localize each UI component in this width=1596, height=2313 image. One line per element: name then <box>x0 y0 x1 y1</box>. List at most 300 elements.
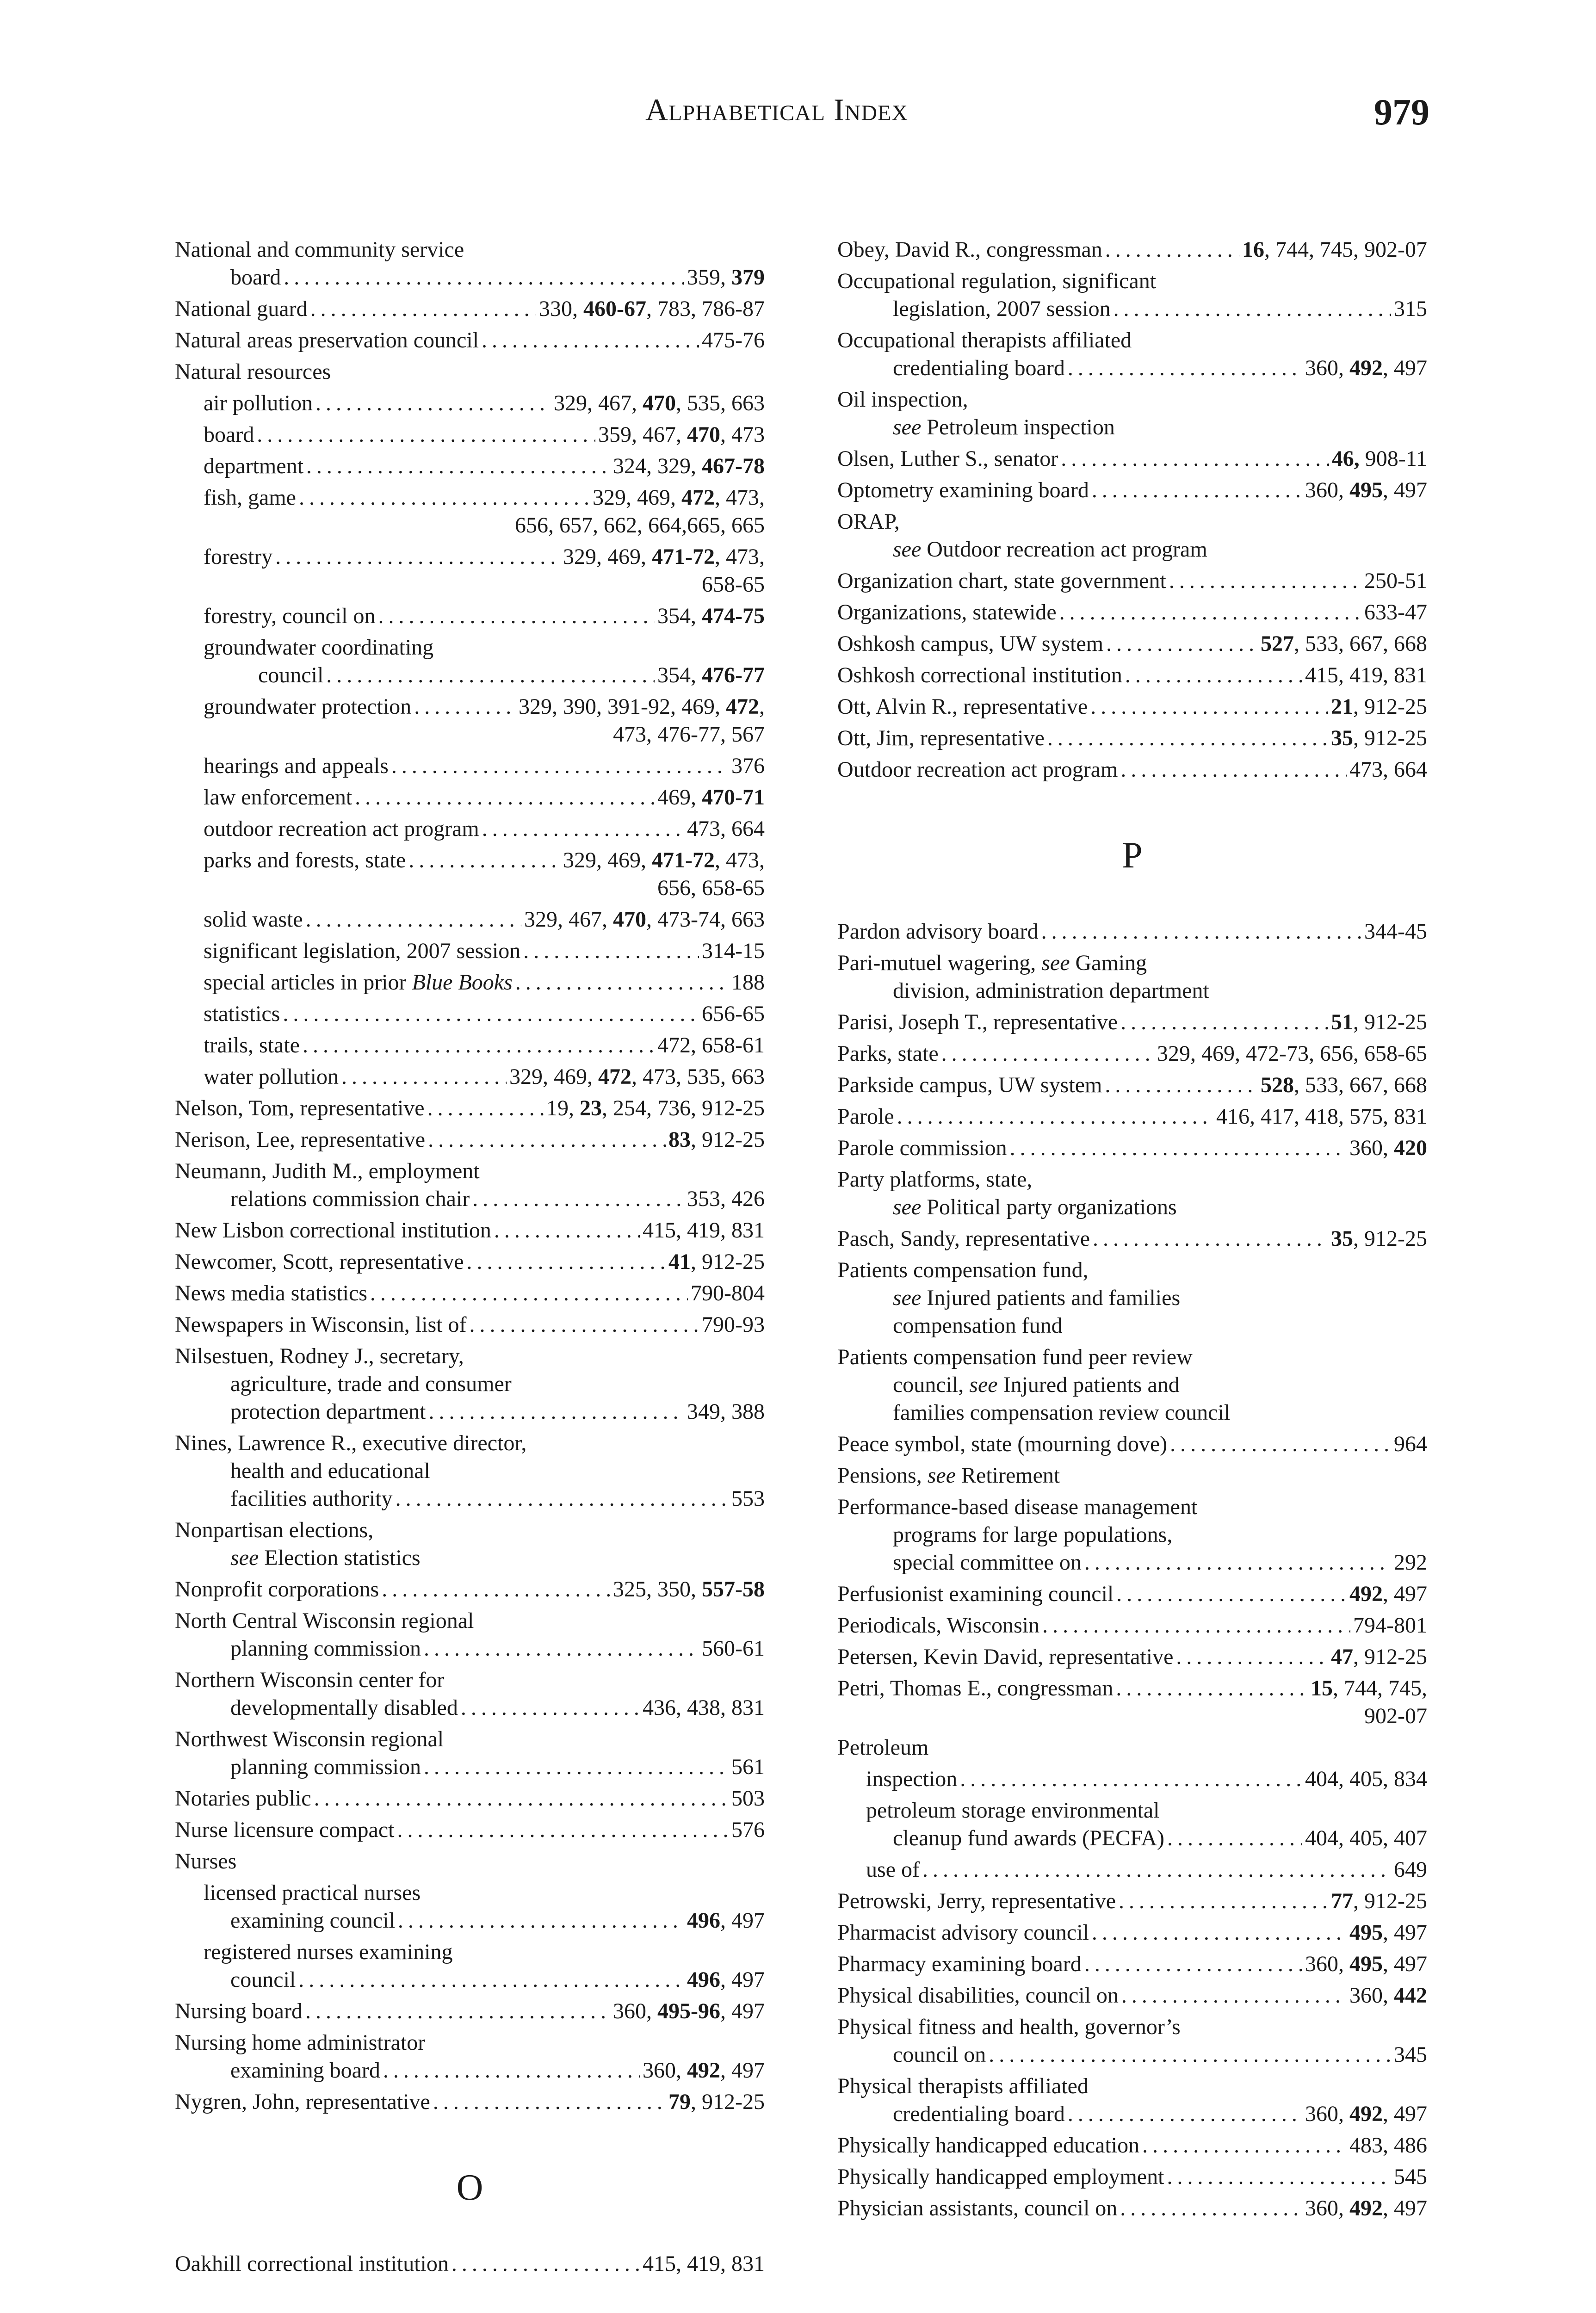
dot-leader <box>305 1998 610 2025</box>
index-line <box>837 1643 1427 1671</box>
index-line <box>837 630 1427 658</box>
index-heading-text: Nilsestuen, Rodney J., secretary, <box>175 1344 464 1368</box>
index-entry <box>175 2250 765 2278</box>
index-term: water pollution <box>204 1064 339 1089</box>
page-refs-continued: 658-65 <box>702 572 765 597</box>
dot-leader <box>1106 630 1258 658</box>
index-subentry <box>175 1000 765 1028</box>
index-term: Physically handicapped employment <box>837 2165 1164 2189</box>
index-entry <box>837 1430 1427 1458</box>
index-term: Oakhill correctional institution <box>175 2251 449 2276</box>
page-refs: 325, 350, 557-58 <box>613 1577 765 1602</box>
page-refs: 15, 744, 745, <box>1311 1676 1427 1701</box>
index-entry <box>175 358 765 386</box>
index-heading-text: division, administration department <box>893 978 1209 1003</box>
index-term: planning commission <box>230 1636 421 1661</box>
index-term: Notaries public <box>175 1786 311 1811</box>
page-refs: 545 <box>1394 2165 1427 2189</box>
index-entry <box>175 1280 765 1307</box>
page-refs: 527, 533, 667, 668 <box>1261 631 1427 656</box>
index-heading-text: Northern Wisconsin center for <box>175 1668 445 1692</box>
page-refs: 35, 912-25 <box>1331 726 1427 750</box>
dot-leader <box>299 484 590 512</box>
index-entry <box>837 508 1427 563</box>
index-line <box>175 1311 765 1339</box>
page-refs: 473, 664 <box>1349 757 1427 782</box>
index-line <box>175 295 765 323</box>
index-entry <box>175 2088 765 2116</box>
page-refs: 360, 492, 497 <box>1305 356 1427 380</box>
index-line <box>175 1966 765 1994</box>
dot-leader <box>1084 1950 1302 1978</box>
index-heading-text: see Political party organizations <box>893 1195 1177 1219</box>
dot-leader <box>1113 295 1391 323</box>
page-refs: 560-61 <box>702 1636 765 1661</box>
page-refs: 483, 486 <box>1349 2133 1427 2158</box>
index-heading-text: Northwest Wisconsin regional <box>175 1727 444 1751</box>
dot-leader <box>523 937 699 965</box>
index-entry <box>837 949 1427 1005</box>
dot-leader <box>355 784 655 811</box>
index-line <box>175 1248 765 1276</box>
index-term: Olsen, Luther S., senator <box>837 446 1058 471</box>
index-heading-text: groundwater coordinating <box>204 635 434 660</box>
page-refs: 360, 492, 497 <box>1305 2196 1427 2220</box>
dot-leader <box>989 2041 1391 2069</box>
index-entry <box>837 1225 1427 1253</box>
index-heading-text: agriculture, trade and consumer <box>230 1372 512 1396</box>
page-refs: 496, 497 <box>687 1967 765 1992</box>
page-refs: 344-45 <box>1364 919 1427 944</box>
page-refs: 376 <box>731 754 765 778</box>
index-entry <box>837 1675 1427 1730</box>
dot-leader <box>1041 918 1361 946</box>
index-entry <box>837 1040 1427 1068</box>
index-heading-text: petroleum storage environmental <box>866 1798 1160 1823</box>
index-entry <box>175 327 765 354</box>
index-heading-text: ORAP, <box>837 509 900 534</box>
index-heading-text: Nurses <box>175 1849 237 1874</box>
page-refs: 416, 417, 418, 575, 831 <box>1216 1104 1427 1129</box>
running-head <box>0 92 1596 147</box>
dot-leader <box>482 815 684 843</box>
index-heading-text: see Outdoor recreation act program <box>893 537 1207 562</box>
index-heading-text: Occupational therapists affiliated <box>837 328 1132 353</box>
page-refs: 360, 495, 497 <box>1305 478 1427 502</box>
dot-leader <box>382 1576 610 1603</box>
index-line <box>837 1887 1427 1915</box>
index-line <box>175 1694 765 1722</box>
page-refs: 83, 912-25 <box>668 1127 765 1152</box>
page-refs: 359, 467, 470, 473 <box>598 422 765 447</box>
page-refs-continued: 656, 657, 662, 664,665, 665 <box>515 513 765 538</box>
page-refs: 415, 419, 831 <box>1305 663 1427 687</box>
index-term: outdoor recreation act program <box>204 816 479 841</box>
index-term: Perfusionist examining council <box>837 1582 1114 1606</box>
index-line <box>837 1950 1427 1978</box>
index-heading-text: council, see Injured patients and <box>893 1373 1180 1397</box>
dot-leader <box>482 327 699 354</box>
index-line <box>837 1103 1427 1131</box>
index-term: Pasch, Sandy, representative <box>837 1226 1090 1251</box>
index-entry <box>837 1008 1427 1036</box>
index-line <box>175 543 765 571</box>
page-refs: 475-76 <box>702 328 765 353</box>
index-subentry <box>175 693 765 748</box>
page-refs-continued: 473, 476-77, 567 <box>613 722 765 747</box>
index-line <box>837 354 1427 382</box>
page-refs: 496, 497 <box>687 1908 765 1933</box>
index-heading-text: programs for large populations, <box>893 1522 1173 1547</box>
dot-leader <box>1120 1008 1328 1036</box>
index-term: trails, state <box>204 1033 300 1058</box>
section-letter: O <box>456 2167 483 2208</box>
index-heading-text: compensation fund <box>893 1313 1063 1338</box>
index-line <box>175 1095 765 1122</box>
index-entry <box>175 1998 765 2025</box>
index-line <box>837 1008 1427 1036</box>
index-entry <box>837 445 1427 473</box>
index-heading-text: North Central Wisconsin regional <box>175 1608 474 1633</box>
index-line <box>837 1824 1427 1852</box>
index-heading-text: Physical therapists affiliated <box>837 2074 1089 2098</box>
index-line <box>837 662 1427 689</box>
index-line <box>175 693 765 721</box>
dot-leader <box>427 1095 544 1122</box>
dot-leader <box>941 1040 1154 1068</box>
page-refs: 492, 497 <box>1349 1582 1427 1606</box>
index-line <box>837 1675 1427 1702</box>
index-entry <box>837 918 1427 946</box>
index-line <box>837 1580 1427 1608</box>
index-entry <box>175 1666 765 1722</box>
index-term: solid waste <box>204 907 303 932</box>
dot-leader <box>1092 1919 1347 1947</box>
index-entry <box>837 1166 1427 1221</box>
index-line <box>837 599 1427 626</box>
page-refs: 656-65 <box>702 1002 765 1026</box>
index-heading-text: National and community service <box>175 237 464 262</box>
page-refs: 79, 912-25 <box>668 2090 765 2114</box>
index-heading-text: licensed practical nurses <box>204 1880 421 1905</box>
page-refs: 576 <box>731 1818 765 1842</box>
index-term: Pharmacist advisory council <box>837 1920 1089 1945</box>
page-refs: 47, 912-25 <box>1331 1645 1427 1669</box>
page-refs: 35, 912-25 <box>1331 1226 1427 1251</box>
index-term: developmentally disabled <box>230 1695 458 1720</box>
index-heading-text: Nonpartisan elections, <box>175 1518 374 1542</box>
index-line <box>837 1430 1427 1458</box>
index-term: Nerison, Lee, representative <box>175 1127 426 1152</box>
dot-leader <box>1061 445 1329 473</box>
dot-leader <box>315 390 551 417</box>
index-term: legislation, 2007 session <box>893 297 1111 321</box>
index-heading-text: Pensions, see Retirement <box>837 1463 1060 1488</box>
page-refs: 469, 470-71 <box>657 785 765 810</box>
index-term: Organization chart, state government <box>837 569 1166 593</box>
page-refs: 353, 426 <box>687 1187 765 1211</box>
index-heading-text: Neumann, Judith M., employment <box>175 1159 480 1183</box>
index-term: special articles in prior Blue Books <box>204 970 513 995</box>
index-line <box>175 847 765 874</box>
dot-leader <box>1093 1225 1328 1253</box>
index-entry <box>175 1342 765 1426</box>
dot-leader <box>306 906 521 934</box>
index-entry <box>175 1126 765 1154</box>
index-subentry <box>175 421 765 449</box>
index-heading-text: Nursing home administrator <box>175 2030 426 2055</box>
dot-leader <box>378 602 655 630</box>
index-column-left <box>175 236 765 2282</box>
page-refs: 404, 405, 407 <box>1305 1826 1427 1850</box>
index-entry <box>175 1816 765 1844</box>
index-entry <box>837 386 1427 441</box>
index-heading-text: Oil inspection, <box>837 387 968 412</box>
index-entry <box>837 476 1427 504</box>
page-refs: 359, 379 <box>687 265 765 290</box>
dot-leader <box>452 2250 640 2278</box>
index-line <box>175 2088 765 2116</box>
index-line <box>837 1549 1427 1577</box>
dot-leader <box>1121 1982 1347 2010</box>
page-refs: 495, 497 <box>1349 1920 1427 1945</box>
page-refs: 794-801 <box>1353 1613 1427 1638</box>
index-term: credentialing board <box>893 356 1065 380</box>
index-term: Nelson, Tom, representative <box>175 1096 425 1120</box>
index-term: council <box>230 1967 296 1992</box>
index-heading-text: see Injured patients and families <box>893 1286 1181 1310</box>
index-subentry <box>175 847 765 902</box>
dot-leader <box>1090 693 1328 721</box>
page-refs: 360, 420 <box>1349 1136 1427 1160</box>
index-term: Petersen, Kevin David, representative <box>837 1645 1174 1669</box>
index-line <box>175 1816 765 1844</box>
index-entry <box>175 236 765 291</box>
index-subentry <box>175 969 765 996</box>
index-subentry <box>175 634 765 689</box>
index-line <box>175 1485 765 1513</box>
dot-leader <box>429 1398 684 1426</box>
index-line <box>175 969 765 996</box>
index-term: department <box>204 454 303 478</box>
index-heading-text: Pari-mutuel wagering, see Gaming <box>837 951 1147 975</box>
index-line <box>175 2057 765 2084</box>
page-refs: 404, 405, 834 <box>1305 1767 1427 1791</box>
index-line <box>175 1185 765 1213</box>
index-subentry <box>175 484 765 539</box>
index-entry <box>837 1343 1427 1427</box>
page-refs: 349, 388 <box>687 1399 765 1424</box>
index-term: Physician assistants, council on <box>837 2196 1118 2220</box>
index-entry <box>837 630 1427 658</box>
index-heading-text: Occupational regulation, significant <box>837 269 1157 293</box>
index-term: Physical disabilities, council on <box>837 1983 1119 2008</box>
page-refs: 415, 419, 831 <box>643 1218 765 1243</box>
index-entry <box>837 599 1427 626</box>
dot-leader <box>1167 2163 1392 2191</box>
index-subentry <box>175 906 765 934</box>
index-subentry <box>175 784 765 811</box>
page-refs: 360, 495-96, 497 <box>613 1999 765 2023</box>
index-entry <box>175 2029 765 2084</box>
dot-leader <box>370 1280 688 1307</box>
index-line <box>175 1998 765 2025</box>
dot-leader <box>960 1765 1302 1793</box>
dot-leader <box>306 452 610 480</box>
index-term: New Lisbon correctional institution <box>175 1218 491 1243</box>
index-line <box>837 693 1427 721</box>
index-subentry <box>175 1063 765 1091</box>
index-entry <box>837 724 1427 752</box>
index-term: Pharmacy examining board <box>837 1952 1082 1976</box>
page-refs: 360, 492, 497 <box>1305 2102 1427 2126</box>
dot-leader <box>1120 2195 1302 2222</box>
page-refs: 41, 912-25 <box>668 1249 765 1274</box>
dot-leader <box>1010 1134 1347 1162</box>
index-term: facilities authority <box>230 1486 393 1511</box>
index-term: Optometry examining board <box>837 478 1089 502</box>
dot-leader <box>1125 662 1302 689</box>
page-refs: 21, 912-25 <box>1331 694 1427 719</box>
dot-leader <box>414 693 516 721</box>
index-term: Nygren, John, representative <box>175 2090 430 2114</box>
index-line <box>175 1907 765 1935</box>
page-refs: 329, 467, 470, 473-74, 663 <box>524 907 765 932</box>
index-subentry <box>175 543 765 599</box>
index-line <box>175 421 765 449</box>
index-line <box>175 1398 765 1426</box>
dot-leader <box>1176 1643 1328 1671</box>
page-number: 979 <box>1374 92 1429 133</box>
index-term: Nursing board <box>175 1999 303 2023</box>
index-term: protection department <box>230 1399 426 1424</box>
index-entry <box>837 2013 1427 2069</box>
index-entry <box>175 1725 765 1781</box>
page-refs: 314-15 <box>702 939 765 963</box>
index-term: Periodicals, Wisconsin <box>837 1613 1040 1638</box>
index-line <box>175 1753 765 1781</box>
page-refs: 329, 469, 471-72, 473, <box>563 848 765 872</box>
page-refs: 292 <box>1394 1550 1427 1575</box>
index-line <box>175 1217 765 1244</box>
index-term: Physically handicapped education <box>837 2133 1140 2158</box>
index-term: Natural areas preservation council <box>175 328 479 353</box>
dot-leader <box>1169 567 1361 595</box>
index-subentry <box>837 1765 1427 1793</box>
index-entry <box>837 327 1427 382</box>
index-subentry <box>175 1938 765 1994</box>
index-entry <box>837 1071 1427 1099</box>
index-entry <box>837 693 1427 721</box>
index-term: air pollution <box>204 391 313 415</box>
index-entry <box>837 567 1427 595</box>
index-entry <box>837 1734 1427 1762</box>
dot-leader <box>1092 476 1302 504</box>
index-subentry <box>175 602 765 630</box>
index-term: special committee on <box>893 1550 1082 1575</box>
dot-leader <box>1068 2100 1302 2128</box>
running-title: Alphabetical Index <box>645 92 909 127</box>
index-term: Newcomer, Scott, representative <box>175 1249 464 1274</box>
dot-leader <box>472 1185 684 1213</box>
index-line <box>837 724 1427 752</box>
index-line <box>175 752 765 780</box>
page-refs: 329, 469, 471-72, 473, <box>563 544 765 569</box>
index-term: Parole commission <box>837 1136 1007 1160</box>
index-entry <box>175 1217 765 1244</box>
index-entry <box>837 1256 1427 1340</box>
index-term: forestry <box>204 544 273 569</box>
page-refs: 46, 908-11 <box>1331 446 1427 471</box>
index-subentry <box>175 752 765 780</box>
dot-leader <box>1170 1430 1391 1458</box>
index-term: Petri, Thomas E., congressman <box>837 1676 1113 1701</box>
dot-leader <box>1119 1887 1328 1915</box>
page-refs: 51, 912-25 <box>1331 1010 1427 1034</box>
index-line <box>837 445 1427 473</box>
page-refs: 553 <box>731 1486 765 1511</box>
dot-leader <box>303 1032 655 1059</box>
index-term: planning commission <box>230 1755 421 1779</box>
index-line <box>175 452 765 480</box>
index-entry <box>175 1848 765 1875</box>
index-term: inspection <box>866 1767 958 1791</box>
index-term: relations commission chair <box>230 1187 470 1211</box>
index-term: Organizations, statewide <box>837 600 1057 625</box>
page-refs: 250-51 <box>1364 569 1427 593</box>
index-heading-text: families compensation review council <box>893 1400 1231 1425</box>
index-entry <box>837 1643 1427 1671</box>
index-term: Pardon advisory board <box>837 919 1039 944</box>
index-entry <box>837 662 1427 689</box>
dot-leader <box>515 969 729 996</box>
index-entry <box>175 1157 765 1213</box>
index-heading-text: registered nurses examining <box>204 1940 453 1964</box>
dot-leader <box>1116 1580 1347 1608</box>
page-refs: 329, 390, 391-92, 469, 472, <box>519 694 765 719</box>
dot-leader <box>494 1217 640 1244</box>
index-line <box>175 1280 765 1307</box>
index-heading-text: Natural resources <box>175 359 331 384</box>
index-heading-text: Party platforms, state, <box>837 1167 1033 1192</box>
index-entry <box>837 1950 1427 1978</box>
page-refs: 360, 492, 497 <box>643 2058 765 2083</box>
index-term: Oshkosh campus, UW system <box>837 631 1104 656</box>
page-refs-continued: 902-07 <box>1364 1704 1427 1728</box>
index-term: board <box>230 265 281 290</box>
dot-leader <box>1105 236 1239 264</box>
page-refs-continued: 656, 658-65 <box>657 876 765 900</box>
dot-leader <box>1068 354 1302 382</box>
index-term: hearings and appeals <box>204 754 389 778</box>
dot-leader <box>424 1635 699 1663</box>
dot-leader <box>391 752 729 780</box>
page-refs: 329, 469, 472, 473, 535, 663 <box>509 1064 765 1089</box>
page-refs: 329, 467, 470, 535, 663 <box>554 391 765 415</box>
index-term: Parkside campus, UW system <box>837 1073 1102 1097</box>
index-term: council on <box>893 2042 986 2067</box>
index-term: Oshkosh correctional institution <box>837 663 1122 687</box>
dot-leader <box>383 2057 640 2084</box>
index-heading-text: health and educational <box>230 1459 430 1483</box>
page-refs: 964 <box>1394 1432 1427 1456</box>
index-entry <box>837 1462 1427 1490</box>
index-subentry <box>175 1032 765 1059</box>
index-line <box>837 1856 1427 1884</box>
index-subentry <box>175 937 765 965</box>
index-heading-text: Performance-based disease management <box>837 1495 1198 1519</box>
dot-leader <box>314 1785 729 1812</box>
